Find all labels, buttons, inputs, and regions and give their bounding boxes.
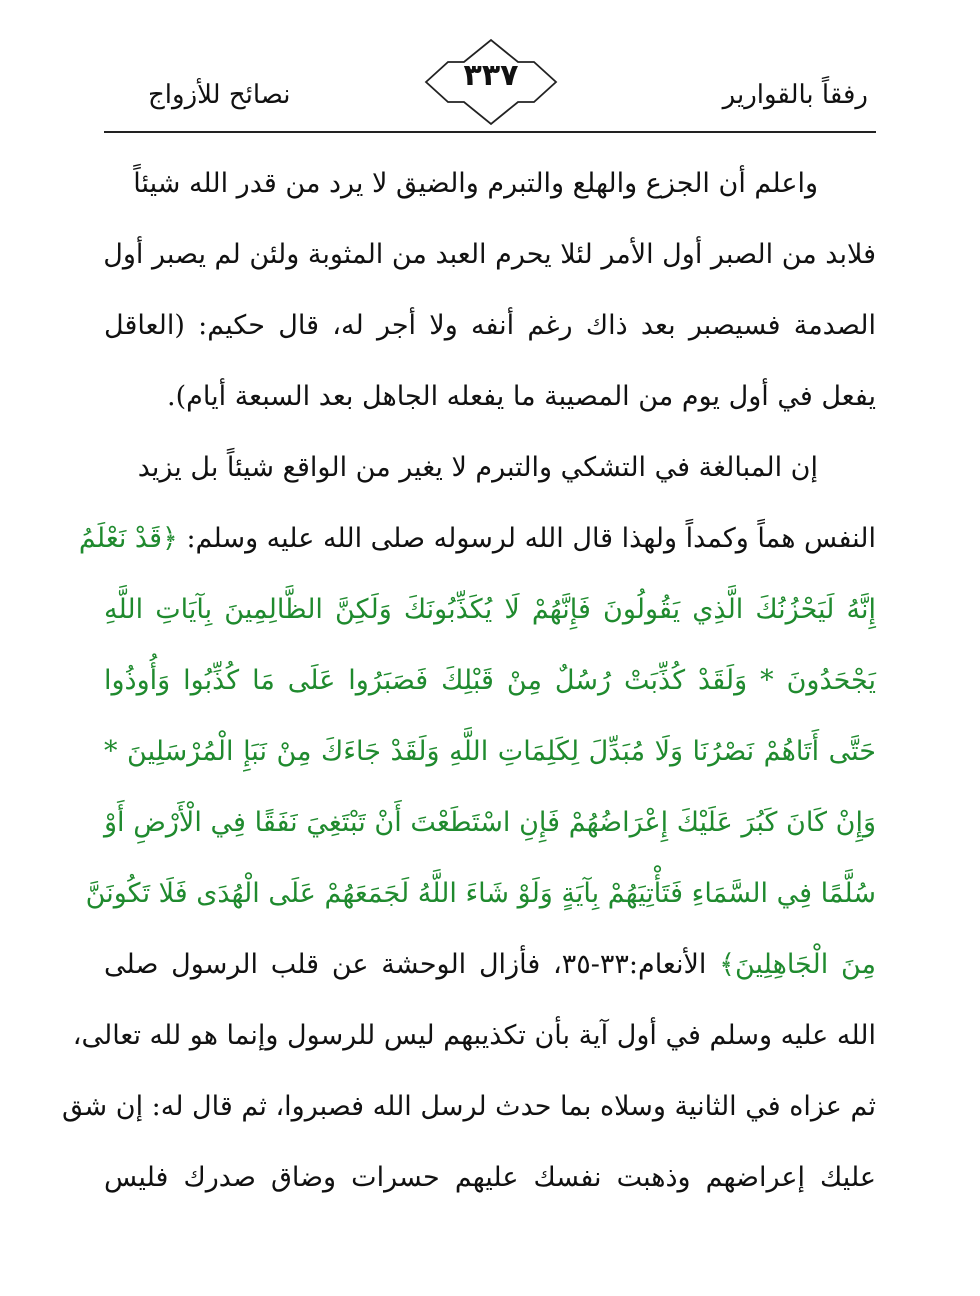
- text-line: [104, 219, 876, 290]
- text-run: إن المبالغة في التشكي والتبرم لا يغير من الواقع شيئاً بل يزيد: [137, 452, 818, 483]
- text-run: إِنَّهُ لَيَحْزُنُكَ الَّذِي يَقُولُونَ فَإِنَّهُمْ لَا يُكَذِّبُونَكَ وَلَكِنَّ الظَّالِمِينَ بِآيَاتِ اللَّهِ: [104, 594, 876, 625]
- page-number: ٣٣٧: [463, 58, 519, 93]
- text-run: سُلَّمًا فِي السَّمَاءِ فَتَأْتِيَهُمْ بِآيَةٍ وَلَوْ شَاءَ اللَّهُ لَجَمَعَهُمْ عَلَى الْهُدَى فَلَا تَكُونَنَّ: [85, 878, 876, 909]
- text-line: [104, 148, 876, 219]
- quran-verse-line: [85, 858, 876, 929]
- page-number-badge: [426, 38, 556, 126]
- text-line: [104, 1142, 876, 1213]
- text-line: [72, 1000, 876, 1071]
- quran-verse-line: [104, 787, 876, 858]
- header-divider: [104, 131, 876, 133]
- quran-verse-run: مِنَ الْجَاهِلِينَ﴾: [719, 949, 876, 980]
- text-run: حَتَّى أَتَاهُمْ نَصْرُنَا وَلَا مُبَدِّلَ لِكَلِمَاتِ اللَّهِ وَلَقَدْ جَاءَكَ مِنْ نَبَإِ الْمُرْسَلِينَ *: [104, 736, 876, 767]
- text-run: الصدمة فسيصبر بعد ذاك رغم أنفه ولا أجر له، قال حكيم: (العاقل: [104, 310, 876, 341]
- text-line: [78, 503, 876, 574]
- page-header: [104, 36, 876, 132]
- quran-verse-line: [104, 574, 876, 645]
- quran-verse-line: [104, 645, 876, 716]
- text-run: يَجْحَدُونَ * وَلَقَدْ كُذِّبَتْ رُسُلٌ مِنْ قَبْلِكَ فَصَبَرُوا عَلَى مَا كُذِّبُوا وَأُوذُوا: [104, 665, 876, 696]
- quran-verse-line: [104, 716, 876, 787]
- text-line: [62, 1071, 876, 1142]
- text-line: [104, 929, 876, 1000]
- text-run: النفس هماً وكمداً ولهذا قال الله لرسوله صلى الله عليه وسلم:: [186, 523, 876, 554]
- text-run: عليك إعراضهم وذهبت نفسك عليهم حسرات وضاق صدرك فليس: [104, 1162, 876, 1193]
- text-run: ثم عزاه في الثانية وسلاه بما حدث لرسل الله فصبروا، ثم قال له: إن شق: [62, 1091, 876, 1122]
- book-title: رفقاً بالقوارير: [722, 80, 868, 110]
- text-run: يفعل في أول يوم من المصيبة ما يفعله الجاهل بعد السبعة أيام).: [167, 381, 876, 412]
- text-line: [104, 290, 876, 361]
- text-run: فلابد من الصبر أول الأمر لئلا يحرم العبد من المثوبة ولئن لم يصبر أول: [103, 239, 876, 270]
- text-run: واعلم أن الجزع والهلع والتبرم والضيق لا يرد من قدر الله شيئاً: [133, 168, 818, 199]
- chapter-title: نصائح للأزواج: [148, 80, 291, 110]
- text-line: [104, 432, 876, 503]
- text-run: الله عليه وسلم في أول آية بأن تكذيبهم ليس للرسول وإنما هو لله تعالى،: [72, 1020, 876, 1051]
- page-body: [62, 148, 876, 1213]
- text-line: [104, 361, 876, 432]
- text-run: وَإِنْ كَانَ كَبُرَ عَلَيْكَ إِعْرَاضُهُمْ فَإِنِ اسْتَطَعْتَ أَنْ تَبْتَغِيَ نَفَقًا فِي الْأَرْضِ أَوْ: [104, 807, 876, 838]
- text-run: الأنعام:٣٣-٣٥، فأزال الوحشة عن قلب الرسول صلى: [104, 949, 707, 980]
- quran-verse-run: ﴿قَدْ نَعْلَمُ: [78, 523, 178, 554]
